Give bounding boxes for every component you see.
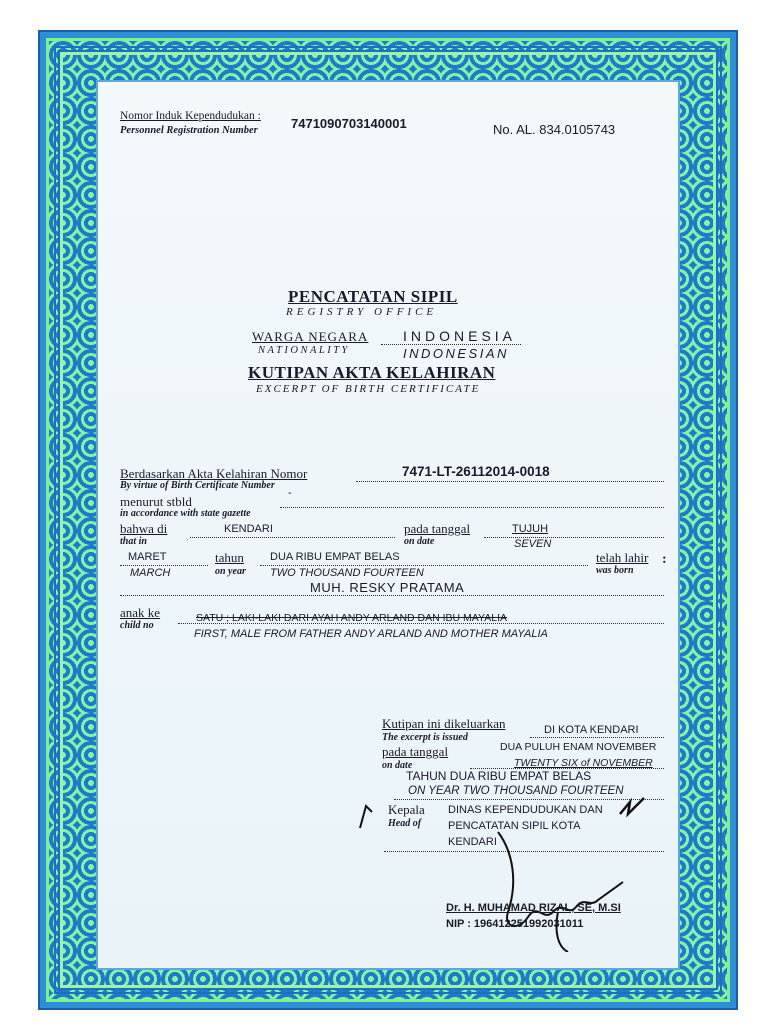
nationality-label: WARGA NEGARA <box>252 329 369 344</box>
place-value: KENDARI <box>224 523 273 535</box>
head-label: Kepala <box>388 802 425 817</box>
place-label: bahwa di <box>120 521 168 536</box>
year-label-en: on year <box>215 566 246 577</box>
child-order-label-en: child no <box>120 620 154 631</box>
nationality-value-en: INDONESIAN <box>403 346 509 361</box>
issued-value: DI KOTA KENDARI <box>544 724 639 736</box>
child-order-value: SATU ; LAKI-LAKI DARI AYAH ANDY ARLAND DAN IBU MAYALIA <box>196 612 508 624</box>
place-label-en: that in <box>120 536 147 547</box>
nationality-label-en: NATIONALITY <box>258 345 350 356</box>
nik-label: Nomor Induk Kependudukan : <box>120 110 261 122</box>
year-value: DUA RIBU EMPAT BELAS <box>270 551 400 563</box>
day-value: TUJUH <box>512 523 549 535</box>
issue-date-label: pada tanggal <box>382 744 449 759</box>
year-dotted-line <box>260 565 588 566</box>
date-label-en: on date <box>404 536 435 547</box>
cert-number-label-en: By virtue of Birth Certificate Number <box>120 480 275 491</box>
issue-date-label-en: on date <box>382 760 413 771</box>
signature <box>458 812 658 952</box>
issued-label-en: The excerpt is issued <box>382 732 468 743</box>
registration-number: No. AL. 834.0105743 <box>493 122 616 137</box>
day-dotted-line <box>484 537 664 538</box>
stbld-dotted-line <box>280 507 664 508</box>
year-label: tahun <box>215 550 244 565</box>
child-order-label: anak ke <box>120 605 161 620</box>
year-value-en: TWO THOUSAND FOURTEEN <box>270 567 424 579</box>
head-label-en: Head of <box>388 818 422 829</box>
name-dotted-line <box>120 595 664 596</box>
child-order-value-en: FIRST, MALE FROM FATHER ANDY ARLAND AND MOTHER MAYALIA <box>194 628 548 640</box>
date-label: pada tanggal <box>404 521 471 536</box>
nik-value: 7471090703140001 <box>291 116 407 131</box>
stbld-label: menurut stbld <box>120 494 192 509</box>
day-value-en: SEVEN <box>514 538 552 550</box>
office-title-en: REGISTRY OFFICE <box>286 306 438 318</box>
issue-date-value-en: TWENTY SIX of NOVEMBER <box>514 757 653 769</box>
issued-label: Kutipan ini dikeluarkan <box>382 716 506 731</box>
signer-nip: NIP : 196412251992031011 <box>446 918 584 930</box>
issue-year-value: TAHUN DUA RIBU EMPAT BELAS <box>406 769 592 783</box>
stbld-label-en: in accordance with state gazette <box>120 508 251 519</box>
nationality-dotted-line <box>381 344 521 345</box>
document-title: KUTIPAN AKTA KELAHIRAN <box>248 363 496 382</box>
child-name: MUH. RESKY PRATAMA <box>310 580 465 595</box>
stbld-value: - <box>288 487 292 499</box>
cert-number-value: 7471-LT-26112014-0018 <box>402 464 550 479</box>
head-value-line-1: DINAS KEPENDUDUKAN DAN <box>448 804 603 816</box>
born-colon: : <box>662 552 667 567</box>
issue-year-value-en: ON YEAR TWO THOUSAND FOURTEEN <box>408 785 624 797</box>
head-value-line-2: PENCATATAN SIPIL KOTA <box>448 820 581 832</box>
born-label: telah lahir <box>596 550 649 565</box>
signature-mark-left <box>356 802 376 832</box>
child-order-dotted-line <box>178 623 664 624</box>
nationality-value: INDONESIA <box>403 328 517 344</box>
certificate-body <box>96 80 680 970</box>
cert-number-dotted-line <box>356 481 664 482</box>
month-value-en: MARCH <box>130 567 171 579</box>
month-dotted-line <box>120 565 208 566</box>
month-value: MARET <box>128 551 167 563</box>
issue-date-value: DUA PULUH ENAM NOVEMBER <box>500 741 657 753</box>
born-label-en: was born <box>596 565 634 576</box>
signer-name: Dr. H. MUHAMAD RIZAL, SE, M.SI <box>446 902 621 914</box>
signature-mark-right <box>618 792 648 822</box>
issued-dotted-line <box>530 737 664 738</box>
document-title-en: EXCERPT OF BIRTH CERTIFICATE <box>256 383 481 395</box>
nik-label-en: Personnel Registration Number <box>120 125 258 136</box>
signature-stroke <box>498 832 623 952</box>
place-dotted-line <box>190 537 395 538</box>
office-title: PENCATATAN SIPIL <box>288 287 458 306</box>
head-value-line-3: KENDARI <box>448 836 497 848</box>
cert-number-label: Berdasarkan Akta Kelahiran Nomor <box>120 466 308 481</box>
